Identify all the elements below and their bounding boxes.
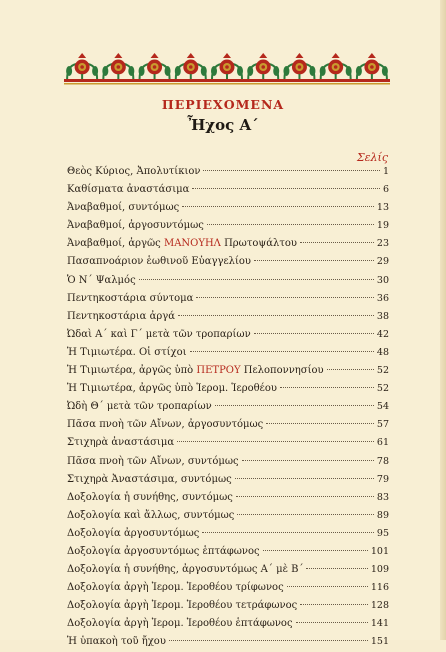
dot-leader	[237, 514, 374, 515]
toc-page-number: 95	[376, 527, 389, 539]
toc-entry-title	[67, 579, 284, 597]
toc-entry-title	[67, 507, 234, 525]
toc-entry-text: Στιχηρὰ ἀναστάσιμα	[67, 437, 175, 449]
dot-leader	[296, 622, 368, 623]
toc-row[interactable]	[67, 398, 389, 416]
toc-page-number: 48	[376, 346, 389, 358]
dot-leader	[300, 604, 368, 605]
toc-entry-title	[67, 199, 179, 217]
toc-entry-text: Πεντηκοστάρια σύντομα	[67, 292, 194, 304]
dot-leader	[306, 568, 367, 569]
dot-leader	[178, 315, 374, 316]
toc-entry-title	[67, 253, 251, 271]
toc-row[interactable]	[67, 471, 389, 489]
toc-entry-text: Δοξολογία ἀργοσυντόμως ἑπτάφωνος	[67, 545, 260, 557]
toc-page-number: 52	[376, 383, 389, 395]
dot-leader	[182, 206, 374, 207]
page-column-label: Σελίς	[356, 151, 388, 164]
toc-row[interactable]	[67, 181, 389, 199]
dot-leader	[190, 351, 374, 352]
toc-page-number: 78	[376, 455, 389, 467]
toc-entry-text: Ἡ Τιμιωτέρα. Οἱ στίχοι	[67, 346, 187, 358]
toc-row[interactable]	[67, 362, 389, 380]
toc-page-number: 128	[370, 600, 389, 612]
toc-entry-text: Πεντηκοστάρια ἀργά	[67, 310, 175, 322]
dot-leader	[287, 586, 368, 587]
toc-entry-text: Δοξολογία ἀργοσυντόμως	[67, 527, 200, 539]
toc-entry-title	[67, 235, 297, 253]
toc-page-number: 52	[376, 365, 389, 377]
toc-page-number: 101	[370, 545, 389, 557]
toc-page-number: 151	[370, 636, 389, 648]
toc-entry-text: Ἀναβαθμοί, ἀργῶς	[67, 238, 164, 250]
toc-row[interactable]	[67, 253, 389, 271]
toc-page-number: 141	[370, 618, 389, 630]
toc-entry-title	[67, 326, 251, 344]
dot-leader	[196, 297, 374, 298]
toc-entry-title	[67, 453, 239, 471]
dot-leader	[169, 640, 368, 641]
toc-entry-title	[67, 181, 189, 199]
dot-leader	[207, 224, 374, 225]
toc-page-number: 57	[376, 419, 389, 431]
dot-leader	[139, 279, 374, 280]
toc-entry-title	[67, 163, 200, 181]
toc-entry-text: Δοξολογία ἀργὴ Ἱερομ. Ἱεροθέου τετράφωνος	[67, 600, 298, 612]
toc-page-number: 79	[376, 473, 389, 485]
toc-row[interactable]	[67, 344, 389, 362]
toc-entry-author-highlight: ΜΑΝΟΥΗΛ	[163, 238, 221, 250]
toc-row[interactable]	[67, 326, 389, 344]
toc-entry-text: Ἡ Τιμιωτέρα, ἀργῶς ὑπὸ	[67, 365, 197, 377]
toc-entry-title	[67, 543, 260, 561]
toc-row[interactable]	[67, 543, 389, 561]
toc-entry-text: Πᾶσα πνοὴ τῶν Αἴνων, ἀργοσυντόμως	[67, 419, 264, 431]
toc-entry-text: Δοξολογία ἀργὴ Ἱερομ. Ἱεροθέου τρίφωνος	[67, 582, 284, 594]
toc-entry-text: Ἀναβαθμοί, συντόμως	[67, 202, 180, 214]
table-of-contents	[67, 163, 389, 652]
toc-entry-text: Δοξολογία ἡ συνήθης, ἀργοσυντόμως Α΄ μὲ Β΄	[67, 564, 304, 576]
toc-entry-title	[67, 633, 166, 651]
toc-entry-text: Στιχηρὰ Ἀναστάσιμα, συντόμως	[67, 473, 232, 485]
dot-leader	[215, 405, 374, 406]
toc-page-number: 36	[376, 292, 389, 304]
dot-leader	[235, 478, 374, 479]
dot-leader	[192, 188, 380, 189]
toc-row[interactable]	[67, 290, 389, 308]
toc-row[interactable]	[67, 525, 389, 543]
dot-leader	[254, 260, 374, 261]
toc-row[interactable]	[67, 416, 389, 434]
dot-leader	[254, 333, 374, 334]
toc-entry-title	[67, 615, 293, 633]
toc-entry-title	[67, 489, 233, 507]
dot-leader	[236, 496, 374, 497]
toc-entry-text: Ἀναβαθμοί, ἀργοσυντόμως	[67, 220, 204, 232]
toc-page-number: 23	[376, 238, 389, 250]
toc-entry-text-suffix: Πελοποννησίου	[240, 365, 324, 377]
toc-entry-title	[67, 398, 212, 416]
toc-entry-title	[67, 597, 297, 615]
toc-entry-title	[67, 380, 277, 398]
toc-entry-text: Δοξολογία ἡ συνήθης, συντόμως	[67, 491, 233, 503]
toc-entry-title	[67, 362, 324, 380]
toc-entry-title	[67, 471, 232, 489]
toc-entry-title	[67, 561, 303, 579]
toc-entry-text: Δοξολογία ἀργὴ Ἱερομ. Ἱεροθέου ἑπτάφωνος	[67, 618, 293, 630]
toc-entry-title	[67, 290, 193, 308]
toc-row[interactable]	[67, 507, 389, 525]
toc-entry-text: Ὠδαὶ Α΄ καὶ Γ΄ μετὰ τῶν τροπαρίων	[67, 328, 251, 340]
toc-page-number: 29	[376, 256, 389, 268]
toc-entry-title	[67, 416, 263, 434]
toc-row[interactable]	[67, 561, 389, 579]
floral-border-ornament-icon	[64, 52, 390, 88]
toc-entry-title	[67, 525, 199, 543]
dot-leader	[300, 242, 374, 243]
toc-row[interactable]	[67, 217, 389, 235]
dot-leader	[202, 532, 374, 533]
toc-entry-text: Θεὸς Κύριος, Ἀπολυτίκιον	[67, 166, 201, 177]
page-title: ΠΕΡΙΕΧΟΜΕΝΑ	[161, 97, 285, 112]
toc-entry-text: Πᾶσα πνοὴ τῶν Αἴνων, συντόμως	[67, 455, 239, 467]
toc-entry-text: Ἡ ὑπακοὴ τοῦ ἤχου	[67, 636, 166, 648]
toc-entry-text: Ἡ Τιμιωτέρα, ἀργῶς ὑπὸ Ἱερομ. Ἱεροθέου	[67, 383, 277, 395]
toc-entry-title	[67, 434, 174, 452]
toc-entry-title	[67, 272, 136, 290]
toc-entry-text: Δοξολογία καὶ ἄλλως, συντόμως	[67, 509, 235, 521]
toc-entry-title	[67, 344, 187, 362]
toc-row[interactable]	[67, 597, 389, 615]
toc-page-number: 6	[382, 184, 389, 196]
toc-page-number: 83	[376, 491, 389, 503]
toc-row[interactable]	[67, 633, 389, 651]
toc-page-number: 54	[376, 401, 389, 413]
toc-entry-text: Ὁ Ν΄ Ψαλμός	[67, 274, 136, 286]
toc-row[interactable]	[67, 272, 389, 290]
toc-entry-author-highlight: ΠΕΤΡΟΥ	[196, 365, 241, 377]
toc-page-number: 61	[376, 437, 389, 449]
toc-row[interactable]	[67, 615, 389, 633]
toc-row[interactable]	[67, 235, 389, 253]
toc-page-number: 13	[376, 202, 389, 214]
toc-row[interactable]	[67, 489, 389, 507]
toc-entry-title	[67, 217, 204, 235]
toc-page-number: 89	[376, 509, 389, 521]
toc-entry-text-suffix: Πρωτοψάλτου	[220, 238, 297, 250]
toc-row[interactable]	[67, 579, 389, 597]
dot-leader	[177, 441, 374, 442]
dot-leader	[242, 460, 374, 461]
toc-page-number: 19	[376, 220, 389, 232]
dot-leader	[203, 170, 379, 171]
dot-leader	[280, 387, 374, 388]
toc-page-number: 42	[376, 328, 389, 340]
toc-entry-text: Ὠδὴ Θ΄ μετὰ τῶν τροπαρίων	[67, 401, 212, 413]
toc-page-number: 1	[382, 166, 389, 177]
toc-page-number: 116	[370, 582, 389, 594]
toc-entry-text: Καθίσματα ἀναστάσιμα	[67, 184, 190, 196]
toc-row[interactable]	[67, 199, 389, 217]
toc-row[interactable]	[67, 434, 389, 452]
dot-leader	[263, 550, 368, 551]
toc-page-number: 109	[370, 564, 389, 576]
toc-page-number: 30	[376, 274, 389, 286]
toc-row[interactable]	[67, 163, 389, 181]
toc-row[interactable]	[67, 380, 389, 398]
toc-entry-text: Πασαπνοάριον ἑωθινοῦ Εὐαγγελίου	[67, 256, 251, 268]
page-subtitle: Ἦχος Α΄	[187, 116, 259, 134]
dot-leader	[327, 369, 374, 370]
dot-leader	[266, 423, 374, 424]
page-edge	[440, 0, 446, 640]
toc-entry-title	[67, 308, 175, 326]
toc-row[interactable]	[67, 453, 389, 471]
toc-row[interactable]	[67, 308, 389, 326]
toc-page-number: 38	[376, 310, 389, 322]
